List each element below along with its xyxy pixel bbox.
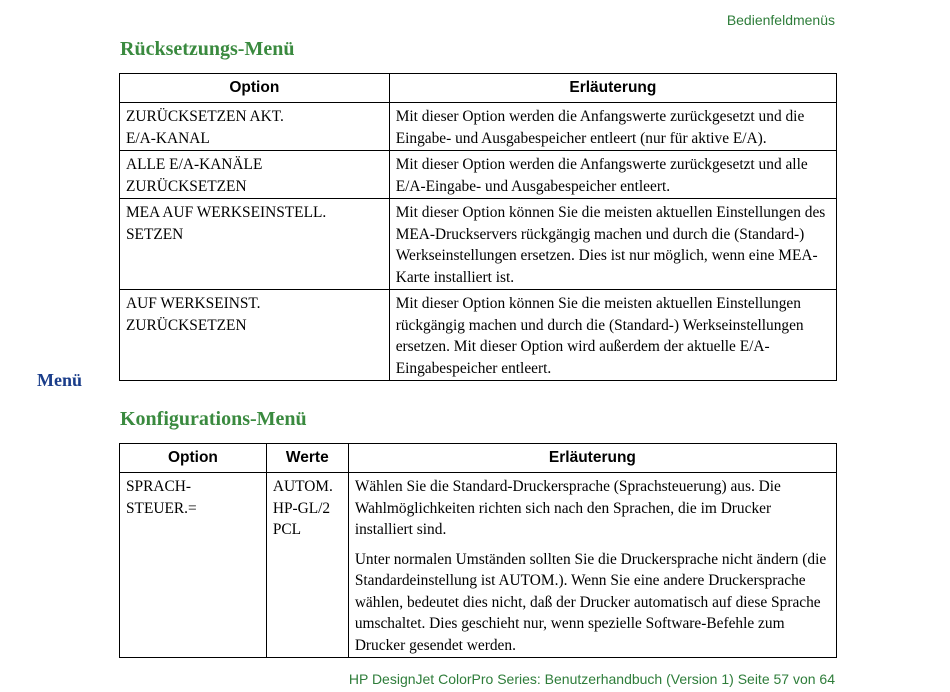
explanation-paragraph: Wählen Sie die Standard-Druckersprache (Sprachsteuerung) aus. Die Wahlmöglichkeiten richten sich nach den Sprachen, die im Drucker installiert sind.: [354, 478, 781, 538]
column-header-explanation: Erläuterung: [348, 444, 836, 473]
side-menu-label: Menü: [37, 370, 82, 390]
option-cell: MEA AUF WERKSEINSTELL. SETZEN: [120, 199, 390, 290]
table-row: [120, 473, 837, 658]
page-footer: HP DesignJet ColorPro Series: Benutzerhandbuch (Version 1) Seite 57 von 64: [348, 671, 835, 687]
table-header-row: [120, 74, 837, 103]
table-header-row: [120, 444, 837, 473]
option-cell: ALLE E/A-KANÄLE ZURÜCKSETZEN: [120, 151, 390, 199]
explanation-cell: [348, 473, 836, 658]
reset-menu-title: Rücksetzungs-Menü: [120, 38, 295, 60]
table-row: [120, 103, 837, 151]
column-header-values: Werte: [266, 444, 348, 473]
column-header-option: Option: [120, 444, 267, 473]
explanation-cell: Mit dieser Option können Sie die meisten aktuellen Einstellungen rückgängig machen und durch die (Standard-) Werkseinstellungen ersetzen. Mit dieser Option wird außerdem der aktuelle E/A-Eingabespeicher entleert.: [389, 290, 836, 381]
reset-menu-table: [119, 73, 837, 381]
config-menu-title: Konfigurations-Menü: [120, 408, 307, 430]
running-header: Bedienfeldmenüs: [726, 12, 835, 28]
explanation-cell: Mit dieser Option werden die Anfangswerte zurückgesetzt und alle E/A-Eingabe- und Ausgabespeicher entleert.: [389, 151, 836, 199]
config-menu-table: [119, 443, 837, 658]
explanation-cell: Mit dieser Option werden die Anfangswerte zurückgesetzt und die Eingabe- und Ausgabespeicher entleert (nur für aktive E/A).: [389, 103, 836, 151]
table-row: [120, 290, 837, 381]
explanation-paragraph: Unter normalen Umständen sollten Sie die Druckersprache nicht ändern (die Standardeinstellung ist AUTOM.). Wenn Sie eine andere Druckersprache wählen, bedeutet dies nicht, daß der Drucker automatisch auf diese Sprache umschaltet. Dies geschieht nur, wenn spezielle Software-Befehle zum Drucker gesendet werden.: [354, 550, 827, 654]
column-header-option: Option: [120, 74, 390, 103]
table-row: [120, 151, 837, 199]
explanation-cell: Mit dieser Option können Sie die meisten aktuellen Einstellungen des MEA-Druckservers rückgängig machen und durch die (Standard-) Werkseinstellungen ersetzen. Dies ist nur möglich, wenn eine MEA-Karte installiert ist.: [389, 199, 836, 290]
option-cell: ZURÜCKSETZEN AKT. E/A-KANAL: [120, 103, 390, 151]
option-cell: AUF WERKSEINST. ZURÜCKSETZEN: [120, 290, 390, 381]
table-row: [120, 199, 837, 290]
option-cell: SPRACH- STEUER.=: [120, 473, 267, 658]
values-cell: AUTOM. HP-GL/2 PCL: [266, 473, 348, 658]
column-header-explanation: Erläuterung: [389, 74, 836, 103]
